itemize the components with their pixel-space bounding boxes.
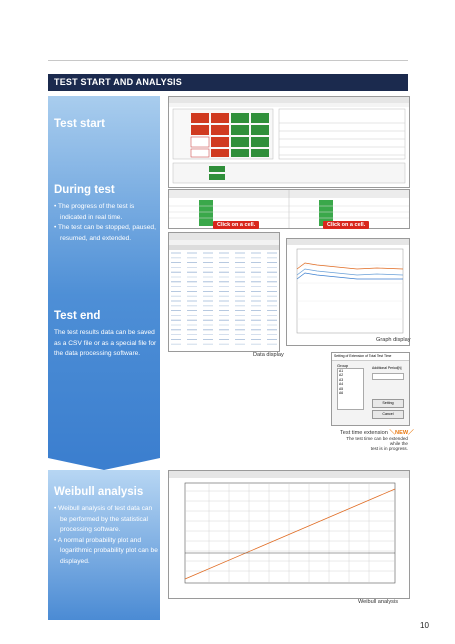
graph-display-screenshot (286, 238, 410, 346)
during-test-bullet: • The test can be stopped, paused, resumed, and extended. (54, 224, 156, 242)
weibull-plot-graphic (169, 471, 409, 598)
test-start-screenshot (168, 96, 410, 188)
click-cell-callout-left: Click on a cell. (213, 221, 259, 229)
extension-note (340, 436, 408, 451)
setting-button[interactable]: Setting (372, 399, 404, 408)
group-list-item[interactable]: A4 (339, 382, 344, 387)
group-list-item[interactable]: A3 (339, 377, 344, 382)
weibull-body (54, 504, 158, 568)
test-end-title: Test end (54, 310, 101, 322)
weibull-bullet: • Weibull analysis of test data can be performed by the statistical processing software. (54, 505, 153, 534)
extension-note-line: test is in progress. (370, 446, 408, 451)
left-info-panel (48, 96, 160, 458)
weibull-info-panel (48, 470, 160, 620)
weibull-screenshot (168, 470, 410, 599)
test-end-body: The test results data can be saved as a CSV file or as a special file for the data processing software. (54, 329, 157, 358)
click-cell-callout-right: Click on a cell. (323, 221, 369, 229)
dialog-group-label: Group (337, 363, 349, 368)
data-display-screenshot (168, 232, 280, 352)
during-test-body (54, 202, 158, 244)
extension-caption-text: Test time extension (340, 430, 388, 436)
data-display-caption: Data display (253, 352, 284, 358)
section-header-bar (48, 74, 408, 91)
progress-table-graphic (169, 190, 409, 228)
test-start-title: Test start (54, 118, 105, 130)
weibull-title: Weibull analysis (54, 486, 144, 498)
additional-period-label: Additional Period[h] (372, 366, 402, 370)
group-list-item[interactable]: A5 (339, 386, 344, 391)
weibull-bullet: • A normal probability plot and logarithmic probability plot can be displayed. (54, 536, 158, 565)
group-list-item[interactable]: A6 (339, 391, 344, 396)
panel-arrow (48, 458, 160, 470)
during-test-bullet: • The progress of the test is indicated in real time. (54, 203, 135, 221)
graph-display-graphic (287, 239, 409, 345)
weibull-caption: Weibull analysis (358, 599, 399, 605)
extension-caption (340, 428, 414, 436)
group-list-item[interactable]: A1 (339, 369, 344, 373)
section-header-title: TEST START AND ANALYSIS (54, 77, 182, 87)
dialog-title: Setting of Extension of Total Test Time (332, 353, 410, 361)
data-list-graphic (169, 233, 279, 351)
extension-dialog (331, 352, 410, 426)
extension-note-line: The test time can be extended while the (346, 436, 408, 446)
graph-display-caption: Graph display (376, 337, 411, 343)
during-test-title: During test (54, 184, 115, 196)
page-number: 10 (420, 621, 429, 630)
test-start-window-graphic (169, 97, 409, 187)
group-list-item[interactable]: A2 (339, 373, 344, 378)
group-list[interactable] (337, 368, 364, 410)
during-test-screenshot (168, 189, 410, 229)
top-rule (48, 60, 408, 61)
new-badge: ＼NEW／ (389, 430, 414, 436)
additional-period-input[interactable] (372, 373, 404, 380)
cancel-button[interactable]: Cancel (372, 410, 404, 419)
